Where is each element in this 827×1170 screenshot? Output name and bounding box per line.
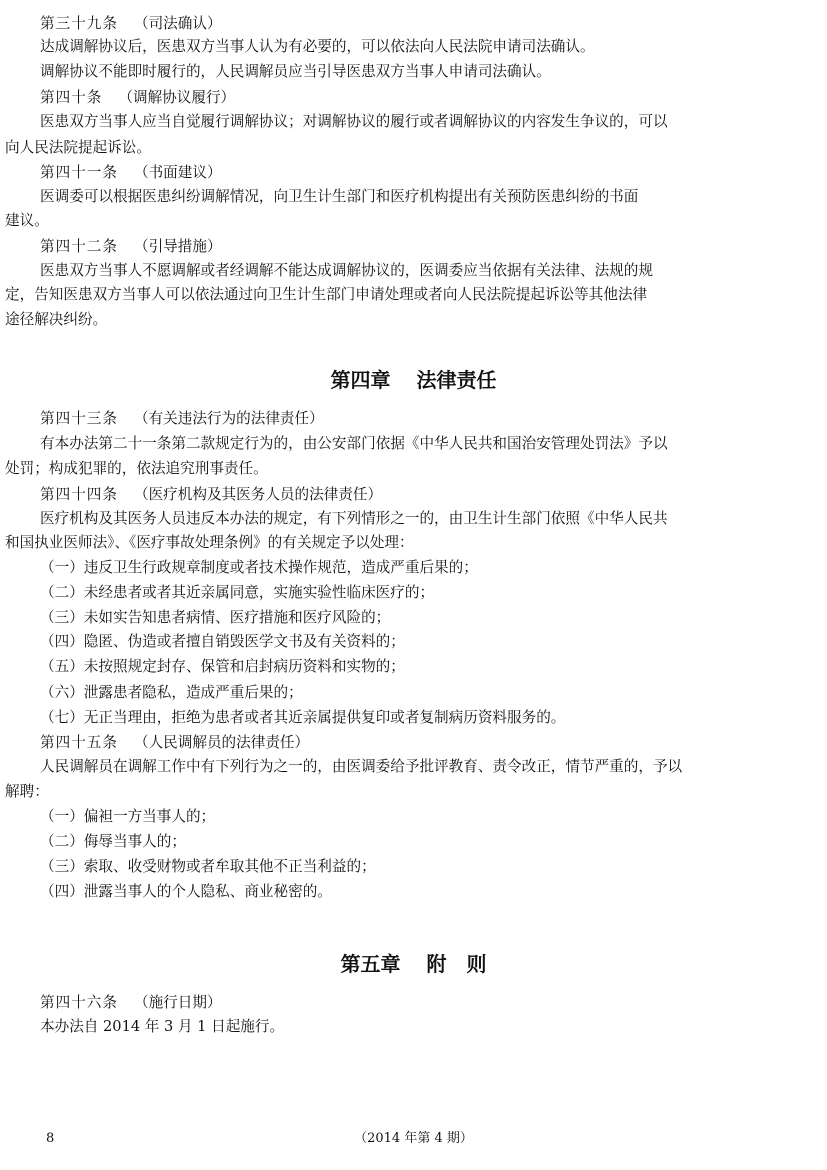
paragraph-line: 达成调解协议后，医患双方当事人认为有必要的，可以依法向人民法院申请司法确认。 [40, 38, 595, 55]
article-heading [40, 485, 826, 505]
article-number: 第四十二条 [40, 238, 118, 255]
paragraph-line: 有本办法第二十一条第二款规定行为的，由公安部门依据《中华人民共和国治安管理处罚法》予以 [40, 435, 668, 452]
article-title: （施行日期） [133, 994, 222, 1011]
paragraph-continuation: 处罚；构成犯罪的，依法追究刑事责任。 [5, 460, 268, 477]
article-title: （引导措施） [133, 238, 222, 255]
paragraph-line: 人民调解员在调解工作中有下列行为之一的，由医调委给予批评教育、责令改正，情节严重的，予以 [40, 758, 683, 775]
article-heading [40, 993, 826, 1013]
chapter-heading [0, 367, 827, 393]
paragraph-line: 调解协议不能即时履行的，人民调解员应当引导医患双方当事人申请司法确认。 [40, 63, 551, 80]
article-number: 第四十一条 [40, 164, 118, 181]
article-number: 第四十四条 [40, 486, 118, 503]
article-title: （人民调解员的法律责任） [133, 734, 310, 751]
paragraph-line: 医调委可以根据医患纠纷调解情况，向卫生计生部门和医疗机构提出有关预防医患纠纷的书面 [40, 188, 639, 205]
chapter-number: 第五章 [340, 952, 401, 976]
article-number: 第三十九条 [40, 15, 118, 32]
paragraph-line: （五）未按照规定封存、保管和启封病历资料和实物的； [40, 658, 405, 675]
article-title: （司法确认） [133, 15, 222, 32]
paragraph-line: （三）索取、收受财物或者牟取其他不正当利益的； [40, 858, 376, 875]
chapter-number: 第四章 [330, 368, 391, 392]
paragraph-line: 医患双方当事人应当自觉履行调解协议；对调解协议的履行或者调解协议的内容发生争议的，可以 [40, 113, 668, 130]
paragraph-line: 医疗机构及其医务人员违反本办法的规定，有下列情形之一的，由卫生计生部门依照《中华人民共 [40, 510, 668, 527]
article-title: （医疗机构及其医务人员的法律责任） [133, 486, 383, 503]
paragraph-continuation: 定，告知医患双方当事人可以依法通过向卫生计生部门申请处理或者向人民法院提起诉讼等其他法律 [5, 286, 648, 303]
paragraph-line: （二）侮辱当事人的； [40, 833, 186, 850]
paragraph-line: （三）未如实告知患者病情、医疗措施和医疗风险的； [40, 609, 391, 626]
paragraph-continuation: 解聘： [5, 783, 49, 800]
article-heading [40, 163, 826, 183]
article-heading [40, 237, 826, 257]
paragraph-line: （一）偏袒一方当事人的； [40, 808, 216, 825]
article-number: 第四十五条 [40, 734, 118, 751]
article-title: （有关违法行为的法律责任） [133, 410, 324, 427]
paragraph-line: （四）泄露当事人的个人隐私、商业秘密的。 [40, 883, 332, 900]
paragraph-line: （一）违反卫生行政规章制度或者技术操作规范，造成严重后果的； [40, 559, 478, 576]
article-number: 第四十条 [40, 89, 103, 106]
article-heading [40, 14, 826, 34]
chapter-heading [0, 951, 827, 977]
paragraph-continuation: 途径解决纠纷。 [5, 311, 108, 328]
article-number: 第四十六条 [40, 994, 118, 1011]
paragraph-continuation: 向人民法院提起诉讼。 [5, 139, 151, 156]
paragraph-line: （四）隐匿、伪造或者擅自销毁医学文书及有关资料的； [40, 633, 405, 650]
issue-label: （2014 年第 4 期） [354, 1131, 473, 1146]
paragraph-line: 本办法自 2014 年 3 月 1 日起施行。 [40, 1018, 285, 1035]
chapter-title: 附 则 [426, 952, 487, 976]
paragraph-line: 医患双方当事人不愿调解或者经调解不能达成调解协议的，医调委应当依据有关法律、法规的规 [40, 262, 653, 279]
paragraph-continuation: 和国执业医师法》、《医疗事故处理条例》的有关规定予以处理： [5, 534, 414, 551]
chapter-title: 法律责任 [416, 368, 497, 392]
paragraph-line: （六）泄露患者隐私，造成严重后果的； [40, 684, 303, 701]
article-heading [40, 409, 826, 429]
article-heading [40, 88, 826, 108]
page-number: 8 [46, 1131, 55, 1146]
article-title: （书面建议） [133, 164, 222, 181]
paragraph-continuation: 建议。 [5, 212, 49, 229]
paragraph-line: （七）无正当理由，拒绝为患者或者其近亲属提供复印或者复制病历资料服务的。 [40, 709, 566, 726]
article-number: 第四十三条 [40, 410, 118, 427]
article-title: （调解协议履行） [118, 89, 236, 106]
paragraph-line: （二）未经患者或者其近亲属同意，实施实验性临床医疗的； [40, 584, 435, 601]
article-heading [40, 733, 826, 753]
